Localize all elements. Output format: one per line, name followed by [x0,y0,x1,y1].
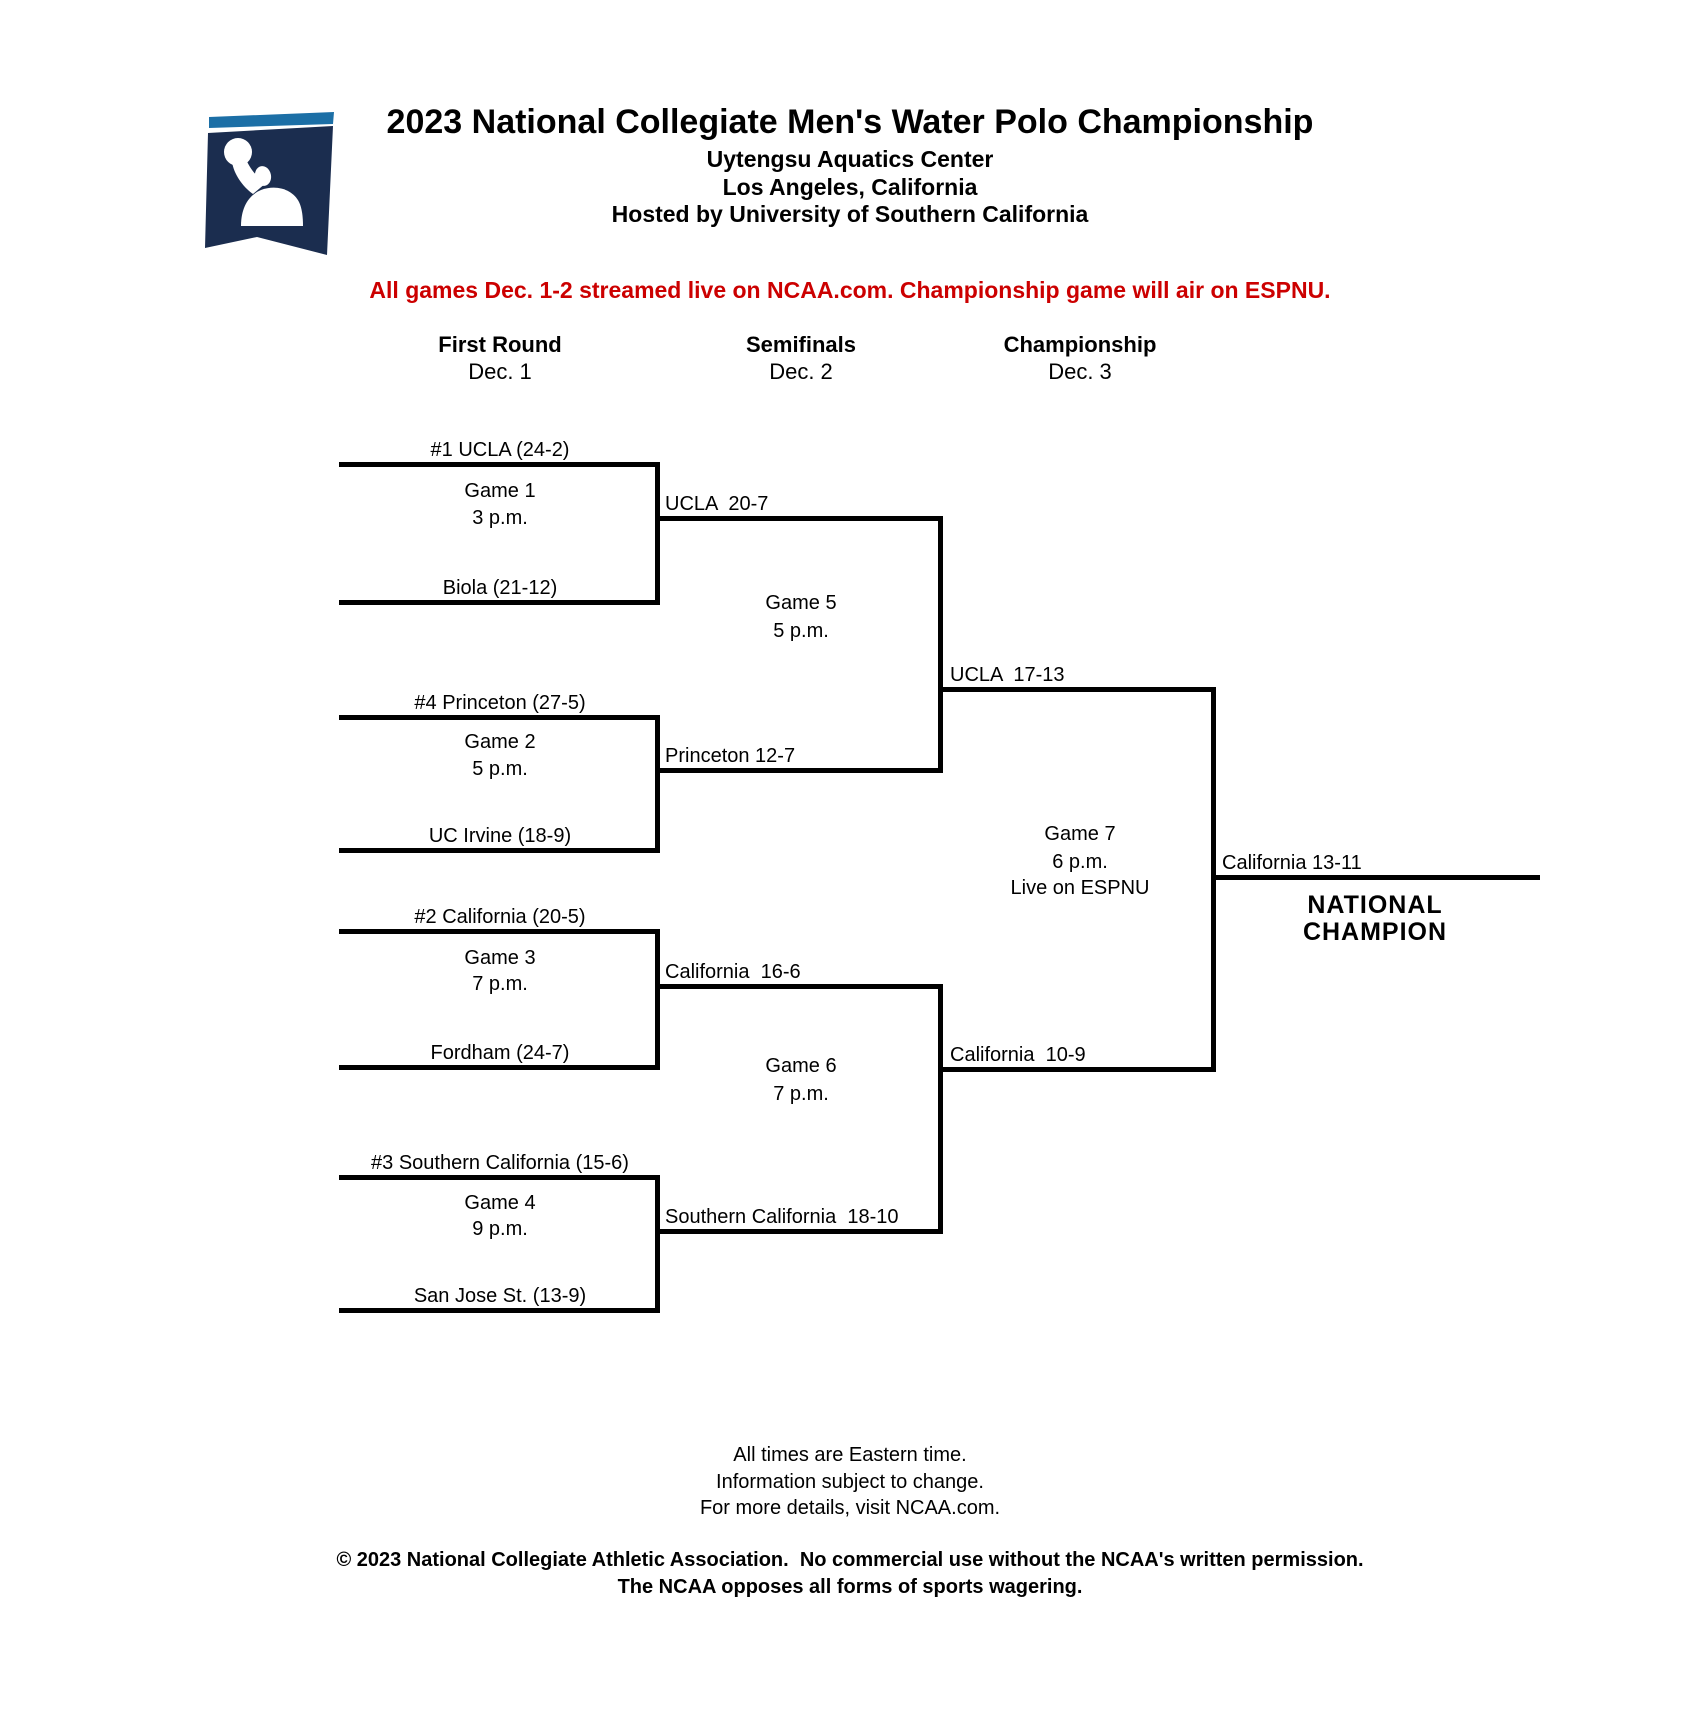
ncaa-water-polo-logo-icon [205,110,335,258]
game4-top-team: #3 Southern California (15-6) [371,1152,629,1174]
bracket-line-game1-winner [660,516,943,521]
game3-time: 7 p.m. [472,973,528,995]
round-header-semifinals: Semifinals [745,332,857,357]
round-date-semifinals: Dec. 2 [769,359,833,384]
bracket-line-game1-bottom [339,600,660,605]
venue: Uytengsu Aquatics Center [706,146,994,172]
host: Hosted by University of Southern California [611,201,1089,227]
logo-stripe [209,112,334,128]
game4-winner: Southern California 18-10 [665,1206,899,1228]
game3-top-team: #2 California (20-5) [414,906,586,928]
bracket-line-game2-bottom [339,848,660,853]
bracket-connector-game3 [655,929,660,1070]
game1-top-team: #1 UCLA (24-2) [430,439,570,461]
game3-winner: California 16-6 [665,961,801,983]
game6-winner: California 10-9 [950,1044,1086,1066]
game7-label: Game 7 [1044,823,1116,845]
bracket-connector-game4 [655,1175,660,1313]
bracket-line-game3-bottom [339,1065,660,1070]
round-header-first-round: First Round [438,332,562,357]
game7-broadcast-note: Live on ESPNU [1010,877,1150,899]
broadcast-note: All games Dec. 1-2 streamed live on NCAA.com. Championship game will air on ESPNU. [369,277,1331,303]
bracket-line-game4-winner [660,1229,943,1234]
round-date-first-round: Dec. 1 [468,359,532,384]
bracket-line-champion [1216,875,1540,880]
copyright-line2: The NCAA opposes all forms of sports wagering. [617,1576,1083,1598]
round-header-championship: Championship [1003,332,1157,357]
bracket-line-game4-top [339,1175,660,1180]
bracket-line-game3-top [339,929,660,934]
bracket-connector-game6 [938,984,943,1234]
round-date-championship: Dec. 3 [1048,359,1112,384]
game5-winner: UCLA 17-13 [950,664,1065,686]
footer-note-details: For more details, visit NCAA.com. [699,1497,1001,1519]
national-champion-label-line1: NATIONAL [1307,891,1443,919]
page-title: 2023 National Collegiate Men's Water Polo Championship [386,103,1314,141]
game4-label: Game 4 [464,1192,536,1214]
bracket-line-game4-bottom [339,1308,660,1313]
bracket-line-game6-winner [943,1067,1216,1072]
game2-top-team: #4 Princeton (27-5) [414,692,586,714]
bracket-connector-game1 [655,462,660,605]
game1-label: Game 1 [464,480,536,502]
game7-winner: California 13-11 [1222,852,1362,874]
game6-label: Game 6 [765,1055,837,1077]
copyright-line1: © 2023 National Collegiate Athletic Association. No commercial use without the NCAA's written permission. [336,1549,1364,1571]
game2-winner: Princeton 12-7 [665,745,796,767]
game2-time: 5 p.m. [472,758,528,780]
game1-time: 3 p.m. [472,507,528,529]
bracket-line-game2-winner [660,768,943,773]
footer-note-times: All times are Eastern time. [733,1444,967,1466]
national-champion-label-line2: CHAMPION [1302,918,1448,946]
bracket-connector-game2 [655,715,660,853]
game7-time: 6 p.m. [1052,851,1108,873]
game1-bottom-team: Biola (21-12) [442,577,558,599]
bracket-line-game1-top [339,462,660,467]
location: Los Angeles, California [722,174,978,200]
game3-label: Game 3 [464,947,536,969]
bracket-line-game3-winner [660,984,943,989]
game6-time: 7 p.m. [773,1083,829,1105]
game2-bottom-team: UC Irvine (18-9) [428,825,572,847]
game2-label: Game 2 [464,731,536,753]
game1-winner: UCLA 20-7 [665,493,769,515]
bracket-connector-game5 [938,516,943,773]
game5-label: Game 5 [765,592,837,614]
game3-bottom-team: Fordham (24-7) [430,1042,570,1064]
game4-bottom-team: San Jose St. (13-9) [413,1285,587,1307]
game5-time: 5 p.m. [773,620,829,642]
bracket-line-game5-winner [943,687,1216,692]
footer-note-subject-to-change: Information subject to change. [716,1471,984,1493]
game4-time: 9 p.m. [472,1218,528,1240]
bracket-line-game2-top [339,715,660,720]
